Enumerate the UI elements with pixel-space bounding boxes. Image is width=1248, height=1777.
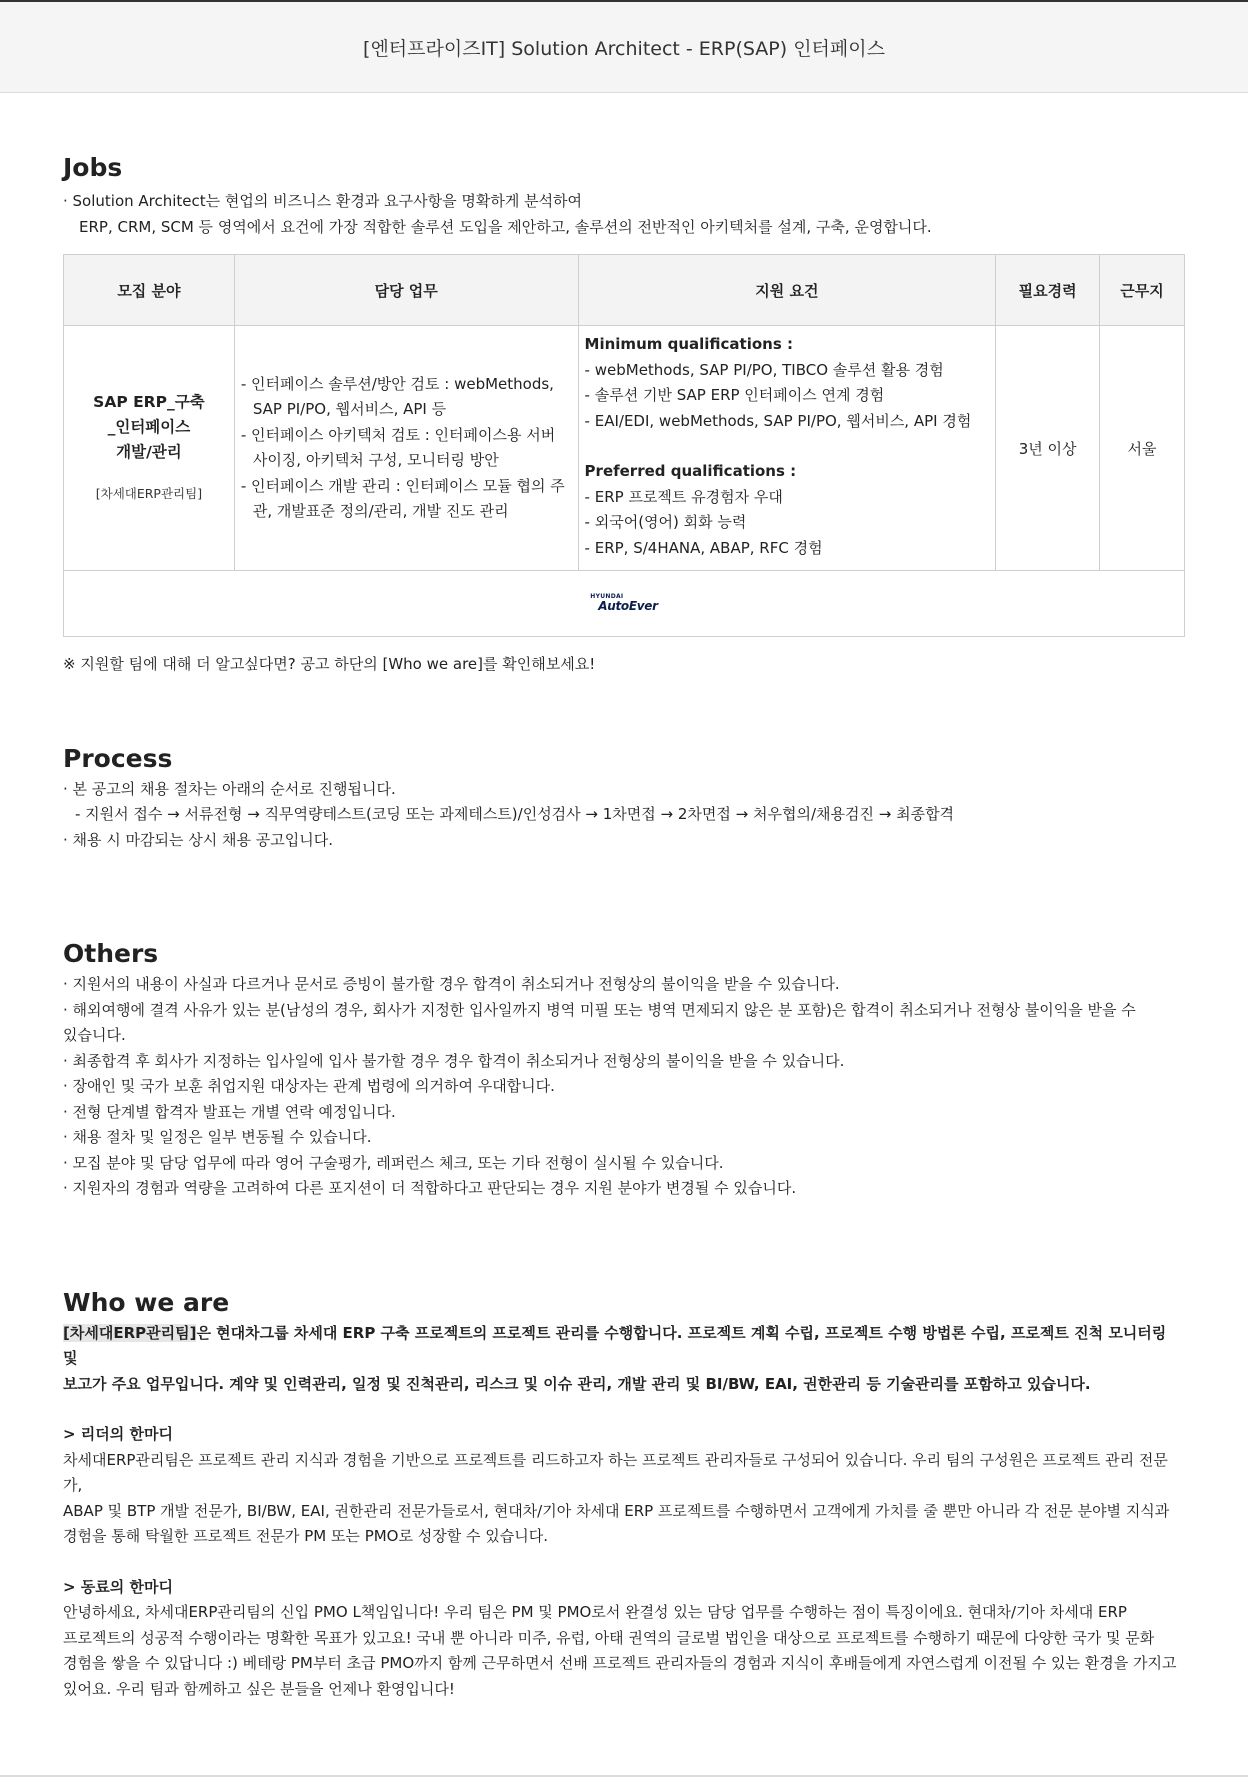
others-line: · 채용 절차 및 일정은 일부 변동될 수 있습니다. [63, 1128, 372, 1146]
pref-qualifications-title: Preferred qualifications : [584, 462, 797, 480]
logo-cell [64, 571, 1185, 637]
field-name-line: SAP ERP_구축 [93, 393, 205, 411]
process-steps: - 지원서 접수 → 서류전형 → 직무역량테스트(코딩 또는 과제테스트)/인성검사 → 1차면접 → 2차면접 → 처우협의/채용검진 → 최종합격 [75, 805, 955, 823]
col-header-location: 근무지 [1100, 255, 1185, 326]
pref-qualification-item: - ERP 프로젝트 유경험자 우대 [584, 487, 783, 506]
min-qualifications-title: Minimum qualifications : [584, 335, 793, 353]
jobs-intro-line: · Solution Architect는 현업의 비즈니스 환경과 요구사항을 명확하게 분석하여 [63, 192, 583, 210]
who-intro [63, 1321, 1185, 1372]
peer-line: 있어요. 우리 팀과 함께하고 싶은 분들을 언제나 환영입니다! [63, 1679, 455, 1698]
duty-item: - 인터페이스 개발 관리 : 인터페이스 모듈 협의 주관, 개발표준 정의/관리, 개발 진도 관리 [240, 476, 565, 520]
who-intro-line: 보고가 주요 업무입니다. 계약 및 인력관리, 일정 및 진척관리, 리스크 및 이슈 관리, 개발 관리 및 BI/BW, EAI, 권한관리 등 기술관리를 포함하고 있습니다. [63, 1374, 1091, 1393]
logo-bottom-text: AutoEver [598, 598, 658, 613]
process-line: · 본 공고의 채용 절차는 아래의 순서로 진행됩니다. [63, 779, 396, 798]
others-line: · 지원자의 경험과 역량을 고려하여 다른 포지션이 더 적합하다고 판단되는 경우 지원 분야가 변경될 수 있습니다. [63, 1179, 797, 1197]
cell-career: 3년 이상 [996, 326, 1100, 571]
duty-item: - 인터페이스 솔루션/방안 검토 : webMethods, SAP PI/PO, 웹서비스, API 등 [240, 374, 554, 418]
cell-duties [234, 326, 578, 571]
leader-line: 차세대ERP관리팀은 프로젝트 관리 지식과 경험을 기반으로 프로젝트를 리드하고자 하는 프로젝트 관리자들로 구성되어 있습니다. 우리 팀의 구성원은 프로젝트 관리 전문가, [63, 1450, 1168, 1494]
main-content [63, 93, 1185, 1702]
peer-title: > 동료의 한마디 [63, 1577, 173, 1596]
leader-title: > 리더의 한마디 [63, 1425, 173, 1443]
jobs-intro-line: ERP, CRM, SCM 등 영역에서 요건에 가장 적합한 솔루션 도입을 제안하고, 솔루션의 전반적인 아키텍처를 설계, 구축, 운영합니다. [79, 217, 932, 236]
cell-field [64, 326, 235, 571]
others-line: · 장애인 및 국가 보훈 취업지원 대상자는 관계 법령에 의거하여 우대합니다. [63, 1077, 555, 1095]
logo-top-text: HYUNDAI [590, 592, 624, 600]
others-line: · 모집 분야 및 담당 업무에 따라 영어 구술평가, 레퍼런스 체크, 또는 기타 전형이 실시될 수 있습니다. [63, 1153, 724, 1172]
others-line: 있습니다. [63, 1026, 126, 1044]
others-line: · 지원서의 내용이 사실과 다르거나 문서로 증빙이 불가할 경우 합격이 취소되거나 전형상의 불이익을 받을 수 있습니다. [63, 975, 840, 993]
col-header-duty: 담당 업무 [234, 255, 578, 326]
peer-line: 안녕하세요, 차세대ERP관리팀의 신입 PMO L책임입니다! 우리 팀은 PM 및 PMO로서 완결성 있는 담당 업무를 수행하는 점이 특징이에요. 현대차/기아 차세대 ERP [63, 1603, 1127, 1621]
min-qualification-item: - EAI/EDI, webMethods, SAP PI/PO, 웹서비스, API 경험 [584, 411, 972, 430]
leader-line: 경험을 통해 탁월한 프로젝트 전문가 PM 또는 PMO로 성장할 수 있습니다. [63, 1527, 548, 1545]
field-name-line: 개발/관리 [116, 443, 182, 461]
others-heading: Others [63, 939, 159, 968]
who-heading: Who we are [63, 1287, 230, 1317]
page-header [0, 2, 1248, 93]
page-title: [엔터프라이즈IT] Solution Architect - ERP(SAP) 인터페이스 [363, 37, 885, 60]
jobs-table [63, 254, 1185, 637]
team-note: ※ 지원할 팀에 대해 더 알고싶다면? 공고 하단의 [Who we are]를 확인해보세요! [63, 655, 596, 673]
process-heading: Process [63, 743, 173, 773]
table-row [64, 326, 1185, 571]
peer-line: 경험을 쌓을 수 있답니다 :) 베테랑 PM부터 초급 PMO까지 함께 근무하면서 선배 프로젝트 관리자들의 경험과 지식이 후배들에게 자연스럽게 이전될 수 있는 환경을 가지고 [63, 1654, 1177, 1672]
others-line: · 최종합격 후 회사가 지정하는 입사일에 입사 불가할 경우 경우 합격이 취소되거나 전형상의 불이익을 받을 수 있습니다. [63, 1051, 845, 1070]
field-name-line: _인터페이스 [107, 418, 191, 436]
leader-line: ABAP 및 BTP 개발 전문가, BI/BW, EAI, 권한관리 전문가들로서, 현대차/기아 차세대 ERP 프로젝트를 수행하면서 고객에게 가치를 줄 뿐만 아니라 각 전문 분야별 지식과 [63, 1501, 1170, 1520]
others-line: · 해외여행에 결격 사유가 있는 분(남성의 경우, 회사가 지정한 입사일까지 병역 미필 또는 병역 면제되지 않은 분 포함)은 합격이 취소되거나 전형상 불이익을 받을 수 [63, 1000, 1136, 1019]
duty-item: - 인터페이스 아키텍처 검토 : 인터페이스용 서버 사이징, 아키텍처 구성, 모니터링 방안 [240, 425, 556, 469]
cell-requirements [578, 326, 996, 571]
table-header-row [64, 255, 1185, 326]
col-header-field: 모집 분야 [64, 255, 235, 326]
min-qualification-item: - 솔루션 기반 SAP ERP 인터페이스 연계 경험 [584, 386, 885, 404]
pref-qualification-item: - 외국어(영어) 회화 능력 [584, 513, 747, 531]
pref-qualification-item: - ERP, S/4HANA, ABAP, RFC 경험 [584, 538, 823, 557]
cell-location: 서울 [1100, 326, 1185, 571]
hyundai-autoever-logo [590, 594, 658, 612]
logo-row [64, 571, 1185, 637]
team-name: [차세대ERP관리팀] [95, 486, 203, 501]
team-tag: [차세대ERP관리팀] [63, 1323, 197, 1342]
process-line: · 채용 시 마감되는 상시 채용 공고입니다. [63, 830, 333, 849]
col-header-career: 필요경력 [996, 255, 1100, 326]
peer-line: 프로젝트의 성공적 수행이라는 명확한 목표가 있고요! 국내 뿐 아니라 미주, 유럽, 아태 권역의 글로벌 법인을 대상으로 프로젝트를 수행하기 때문에 다양한 국가 및 문화 [63, 1628, 1155, 1647]
who-intro-text: 은 현대차그룹 차세대 ERP 구축 프로젝트의 프로젝트 관리를 수행합니다. 프로젝트 계획 수립, 프로젝트 수행 방법론 수립, 프로젝트 진척 모니터링 및 [63, 1323, 1167, 1367]
others-line: · 전형 단계별 합격자 발표는 개별 연락 예정입니다. [63, 1102, 396, 1121]
col-header-requirements: 지원 요건 [578, 255, 996, 326]
min-qualification-item: - webMethods, SAP PI/PO, TIBCO 솔루션 활용 경험 [584, 360, 944, 379]
jobs-heading: Jobs [63, 153, 123, 182]
